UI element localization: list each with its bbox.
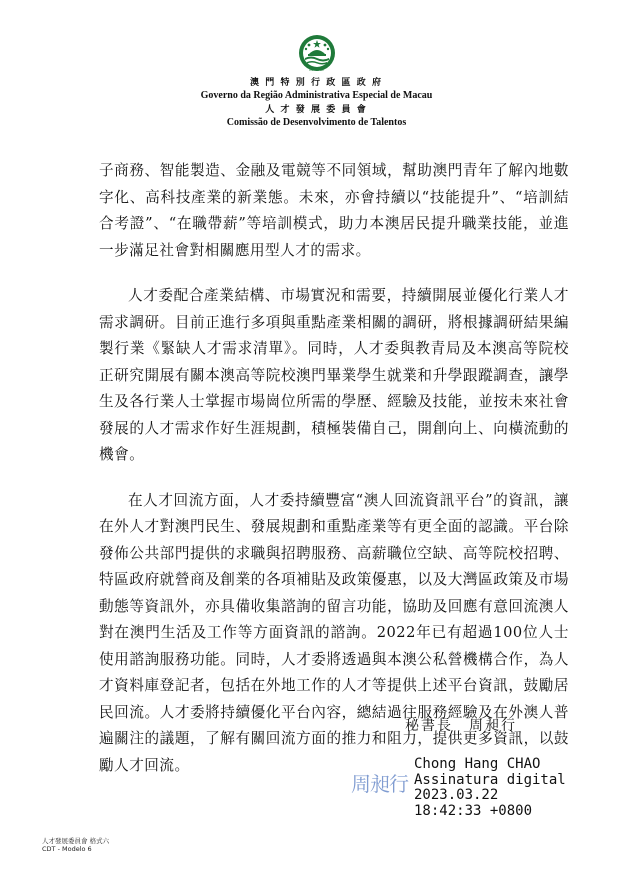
- footer-form-code: CDT - Modelo 6: [42, 845, 92, 853]
- government-name-portuguese: Governo da Região Administrativa Especial de Macau: [200, 90, 433, 101]
- paragraph-3: 在人才回流方面，人才委持續豐富“澳人回流資訊平台”的資訊，讓在外人才對澳門民生、發展規劃和重點產業等有更全面的認識。平台除發佈公共部門提供的求職與招聘服務、高薪職位空缺、高等院校招聘、特區政府就營商及創業的各項補貼及政策優惠，以及大灣區政策及市場動態等資訊外，亦具備收集諮詢的留言功能，協助及回應有意回流澳人對在澳門生活及工作等方面資訊的諮詢。2022年已有超過100位人士使用諮詢服務功能。同時，人才委將透過與本澳公私營機構合作，為人才資料庫登記者，包括在外地工作的人才等提供上述平台資訊，鼓勵居民回流。人才委將持續優化平台內容，總結過往服務經驗及在外澳人普遍關注的議題，了解有關回流方面的推力和阻力，提供更多資訊，以鼓勵人才回流。: [99, 491, 569, 774]
- form-footer: [42, 837, 109, 853]
- footer-form-chinese: 人才發展委員會 格式六: [42, 837, 110, 845]
- letterhead: [0, 34, 633, 129]
- signature-label: Assinatura digital: [414, 771, 566, 788]
- signature-date: 2023.03.22: [414, 787, 499, 803]
- commission-name-portuguese: Comissão de Desenvolvimento de Talentos: [226, 117, 407, 128]
- handwritten-signature: 周昶行: [351, 772, 408, 796]
- digital-signature: [414, 757, 566, 819]
- paragraph-1: 子商務、智能製造、金融及電競等不同領域，幫助澳門青年了解內地數字化、高科技產業的新業態。未來，亦會持續以“技能提升”、“培訓結合考證”、“在職帶薪”等培訓模式，助力本澳居民提升職業技能，並進一步滿足社會對相關應用型人才的需求。: [99, 162, 569, 259]
- paragraph-2: 人才委配合產業結構、市場實況和需要，持續開展並優化行業人才需求調研。目前正進行多項與重點產業相關的調研，將根據調研結果編製行業《緊缺人才需求清單》。同時，人才委與教青局及本澳高等院校正研究開展有關本澳高等院校澳門畢業學生就業和升學跟蹤調查，讓學生及各行業人士掌握市場崗位所需的學歷、經驗及技能，並按未來社會發展的人才需求作好生涯規劃，積極裝備自己，開創向上、向橫流動的機會。: [99, 287, 569, 463]
- emblem-label: MACAU: [309, 67, 324, 72]
- signature-time: 18:42:33 +0800: [414, 802, 533, 819]
- commission-name-chinese: 人 才 發 展 委 員 會: [265, 104, 368, 114]
- government-name-chinese: 澳 門 特 別 行 政 區 政 府: [249, 77, 383, 87]
- letter-body: [99, 158, 569, 779]
- signer-name: Chong Hang CHAO: [414, 756, 541, 772]
- signatory-title: 秘書長 周昶行: [405, 718, 517, 734]
